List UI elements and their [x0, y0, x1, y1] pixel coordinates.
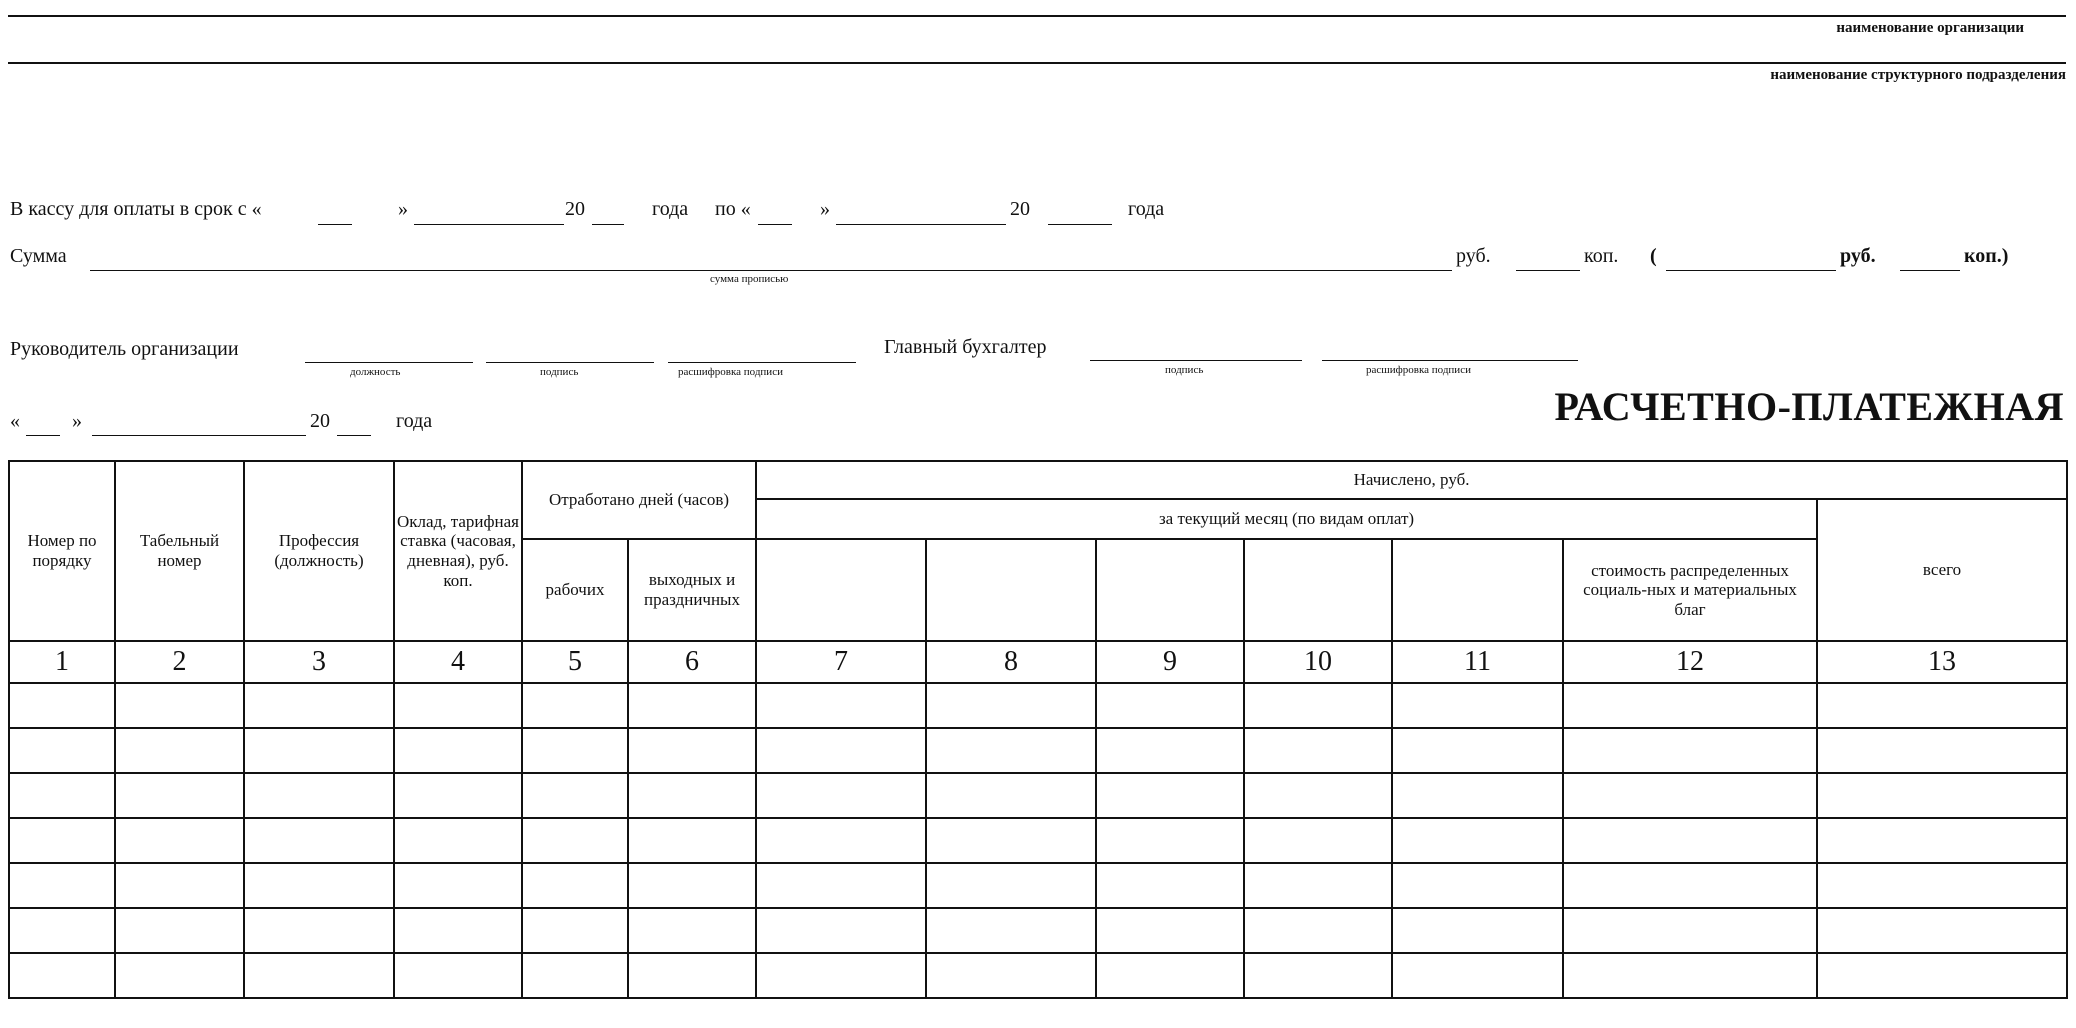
- to-year-word: года: [1128, 198, 1165, 220]
- column-number: 4: [394, 641, 522, 683]
- to-month-field[interactable]: [836, 224, 1006, 225]
- table-cell[interactable]: [628, 818, 756, 863]
- date-close-quote: »: [72, 410, 82, 432]
- table-cell[interactable]: [115, 953, 244, 998]
- table-cell[interactable]: [1392, 908, 1563, 953]
- table-cell[interactable]: [522, 683, 628, 728]
- sum-in-words-field[interactable]: [90, 270, 1452, 271]
- payment-period-prefix: В кассу для оплаты в срок с «: [10, 198, 262, 220]
- table-row: [9, 683, 2067, 728]
- table-cell[interactable]: [115, 773, 244, 818]
- table-cell[interactable]: [1563, 683, 1817, 728]
- sum-rub-digits-field[interactable]: [1666, 270, 1836, 271]
- column-number: 11: [1392, 641, 1563, 683]
- from-year-word: года: [652, 198, 689, 220]
- head-signature-caption: подпись: [540, 366, 579, 378]
- table-row: [9, 863, 2067, 908]
- table-cell[interactable]: [115, 818, 244, 863]
- table-cell[interactable]: [1244, 908, 1392, 953]
- table-cell[interactable]: [522, 953, 628, 998]
- table-cell[interactable]: [926, 818, 1096, 863]
- table-cell[interactable]: [1563, 728, 1817, 773]
- table-cell[interactable]: [1392, 683, 1563, 728]
- column-numbers-row: [9, 641, 2067, 683]
- table-cell[interactable]: [394, 683, 522, 728]
- table-cell[interactable]: [115, 863, 244, 908]
- table-cell[interactable]: [756, 818, 926, 863]
- table-cell[interactable]: [244, 773, 394, 818]
- column-number: 8: [926, 641, 1096, 683]
- table-cell[interactable]: [926, 863, 1096, 908]
- sum-kop-digits-field[interactable]: [1900, 270, 1960, 271]
- table-cell[interactable]: [1096, 953, 1244, 998]
- accountant-decoding-caption: расшифровка подписи: [1366, 364, 1471, 376]
- table-cell[interactable]: [9, 908, 115, 953]
- table-row: [9, 773, 2067, 818]
- header-pay-type-8: [926, 539, 1096, 641]
- date-day-field[interactable]: [26, 435, 60, 436]
- table-cell[interactable]: [1563, 773, 1817, 818]
- table-cell[interactable]: [1392, 818, 1563, 863]
- from-day-close-quote: »: [398, 198, 408, 220]
- table-cell[interactable]: [522, 728, 628, 773]
- column-number: 5: [522, 641, 628, 683]
- table-cell[interactable]: [628, 908, 756, 953]
- table-cell[interactable]: [628, 953, 756, 998]
- sum-kop-field[interactable]: [1516, 270, 1580, 271]
- head-decoding-field[interactable]: [668, 362, 856, 363]
- payroll-table: [8, 460, 2068, 999]
- table-cell[interactable]: [1244, 863, 1392, 908]
- sum-kop-label: коп.: [1584, 245, 1619, 267]
- head-position-field[interactable]: [305, 362, 473, 363]
- head-of-organization-label: Руководитель организации: [10, 338, 239, 360]
- date-year-field[interactable]: [337, 435, 371, 436]
- table-cell[interactable]: [9, 863, 115, 908]
- header-tab-number: Табельный номер: [115, 461, 244, 641]
- table-cell[interactable]: [522, 863, 628, 908]
- table-cell[interactable]: [1392, 863, 1563, 908]
- table-cell[interactable]: [1817, 863, 2067, 908]
- structural-unit-line[interactable]: [8, 62, 2066, 64]
- header-pay-type-9: [1096, 539, 1244, 641]
- table-cell[interactable]: [244, 683, 394, 728]
- table-cell[interactable]: [1563, 953, 1817, 998]
- sum-rub-digits-label: руб.: [1840, 245, 1876, 267]
- header-worked-days: Отработано дней (часов): [522, 461, 756, 539]
- to-day-close-quote: »: [820, 198, 830, 220]
- organization-name-line[interactable]: [8, 15, 2066, 17]
- table-cell[interactable]: [244, 863, 394, 908]
- column-number: 2: [115, 641, 244, 683]
- column-number: 3: [244, 641, 394, 683]
- head-decoding-caption: расшифровка подписи: [678, 366, 783, 378]
- table-row: [9, 818, 2067, 863]
- accountant-decoding-field[interactable]: [1322, 360, 1578, 361]
- table-cell[interactable]: [244, 728, 394, 773]
- table-cell[interactable]: [926, 953, 1096, 998]
- table-cell[interactable]: [1563, 863, 1817, 908]
- column-number: 10: [1244, 641, 1392, 683]
- column-number: 7: [756, 641, 926, 683]
- table-cell[interactable]: [756, 863, 926, 908]
- table-cell[interactable]: [628, 863, 756, 908]
- document-title: РАСЧЕТНО-ПЛАТЕЖНАЯ: [1554, 384, 2064, 429]
- table-cell[interactable]: [1096, 863, 1244, 908]
- table-cell[interactable]: [394, 953, 522, 998]
- table-cell[interactable]: [394, 818, 522, 863]
- sum-open-paren: (: [1650, 245, 1657, 267]
- table-cell[interactable]: [628, 773, 756, 818]
- head-signature-field[interactable]: [486, 362, 654, 363]
- table-cell[interactable]: [1244, 728, 1392, 773]
- header-number: Номер по порядку: [9, 461, 115, 641]
- table-cell[interactable]: [1817, 683, 2067, 728]
- table-cell[interactable]: [756, 953, 926, 998]
- header-profession: Профессия (должность): [244, 461, 394, 641]
- column-number: 9: [1096, 641, 1244, 683]
- from-day-field[interactable]: [318, 224, 352, 225]
- table-row: [9, 953, 2067, 998]
- table-cell[interactable]: [1096, 818, 1244, 863]
- table-cell[interactable]: [394, 908, 522, 953]
- structural-unit-caption: наименование структурного подразделения: [1770, 67, 2066, 83]
- table-cell[interactable]: [1817, 773, 2067, 818]
- header-holidays: выходных и праздничных: [628, 539, 756, 641]
- table-cell[interactable]: [1096, 683, 1244, 728]
- date-year-word: года: [396, 410, 433, 432]
- organization-name-caption: наименование организации: [1836, 20, 2024, 36]
- table-cell[interactable]: [1563, 908, 1817, 953]
- table-cell[interactable]: [1392, 773, 1563, 818]
- header-total: всего: [1817, 499, 2067, 641]
- table-cell[interactable]: [756, 773, 926, 818]
- header-salary-rate: Оклад, тарифная ставка (часовая, дневная), руб. коп.: [394, 461, 522, 641]
- table-body: [9, 683, 2067, 998]
- table-cell[interactable]: [926, 908, 1096, 953]
- table-row: [9, 728, 2067, 773]
- sum-kop-digits-label: коп.): [1964, 245, 2009, 267]
- table-cell[interactable]: [1817, 908, 2067, 953]
- date-year-prefix: 20: [310, 410, 330, 432]
- table-cell[interactable]: [9, 818, 115, 863]
- table-cell[interactable]: [394, 728, 522, 773]
- date-open-quote: «: [10, 410, 20, 432]
- chief-accountant-label: Главный бухгалтер: [884, 336, 1047, 358]
- table-cell[interactable]: [1244, 818, 1392, 863]
- column-number: 13: [1817, 641, 2067, 683]
- column-number: 1: [9, 641, 115, 683]
- header-benefits-cost: стоимость распределенных социаль-ных и материальных благ: [1563, 539, 1817, 641]
- header-workdays: рабочих: [522, 539, 628, 641]
- column-number: 6: [628, 641, 756, 683]
- table-cell[interactable]: [244, 908, 394, 953]
- table-cell[interactable]: [9, 728, 115, 773]
- table-cell[interactable]: [1244, 683, 1392, 728]
- header-pay-type-10: [1244, 539, 1392, 641]
- sum-label: Сумма: [10, 245, 67, 267]
- table-cell[interactable]: [522, 818, 628, 863]
- from-month-field[interactable]: [414, 224, 564, 225]
- sum-rub-label: руб.: [1456, 245, 1491, 267]
- to-year-prefix: 20: [1010, 198, 1030, 220]
- table-cell[interactable]: [926, 728, 1096, 773]
- table-cell[interactable]: [244, 953, 394, 998]
- header-current-month: за текущий месяц (по видам оплат): [756, 499, 1817, 539]
- accountant-signature-field[interactable]: [1090, 360, 1302, 361]
- table-cell[interactable]: [522, 908, 628, 953]
- table-cell[interactable]: [628, 728, 756, 773]
- table-cell[interactable]: [926, 683, 1096, 728]
- table-cell[interactable]: [1096, 773, 1244, 818]
- table-row: [9, 908, 2067, 953]
- header-pay-type-7: [756, 539, 926, 641]
- table-cell[interactable]: [1096, 728, 1244, 773]
- head-position-caption: должность: [350, 366, 401, 378]
- to-day-field[interactable]: [758, 224, 792, 225]
- table-cell[interactable]: [756, 908, 926, 953]
- date-month-field[interactable]: [92, 435, 306, 436]
- table-cell[interactable]: [1096, 908, 1244, 953]
- table-cell[interactable]: [1244, 953, 1392, 998]
- table-cell[interactable]: [522, 773, 628, 818]
- table-cell[interactable]: [1244, 773, 1392, 818]
- table-cell[interactable]: [1392, 953, 1563, 998]
- table-cell[interactable]: [1817, 953, 2067, 998]
- table-cell[interactable]: [756, 728, 926, 773]
- table-cell[interactable]: [1817, 818, 2067, 863]
- sum-in-words-caption: сумма прописью: [710, 273, 789, 285]
- table-cell[interactable]: [1817, 728, 2067, 773]
- table-cell[interactable]: [1392, 728, 1563, 773]
- table-cell[interactable]: [926, 773, 1096, 818]
- table-cell[interactable]: [394, 863, 522, 908]
- table-cell[interactable]: [9, 683, 115, 728]
- table-cell[interactable]: [756, 683, 926, 728]
- table-cell[interactable]: [115, 728, 244, 773]
- header-pay-type-11: [1392, 539, 1563, 641]
- table-cell[interactable]: [1563, 818, 1817, 863]
- table-cell[interactable]: [115, 683, 244, 728]
- accountant-signature-caption: подпись: [1165, 364, 1204, 376]
- to-year-field[interactable]: [1048, 224, 1112, 225]
- table-cell[interactable]: [9, 773, 115, 818]
- table-cell[interactable]: [9, 953, 115, 998]
- table-cell[interactable]: [394, 773, 522, 818]
- from-year-prefix: 20: [565, 198, 585, 220]
- header-accrued: Начислено, руб.: [756, 461, 2067, 499]
- table-cell[interactable]: [628, 683, 756, 728]
- to-word: по «: [715, 198, 751, 220]
- table-cell[interactable]: [115, 908, 244, 953]
- table-cell[interactable]: [244, 818, 394, 863]
- column-number: 12: [1563, 641, 1817, 683]
- from-year-field[interactable]: [592, 224, 624, 225]
